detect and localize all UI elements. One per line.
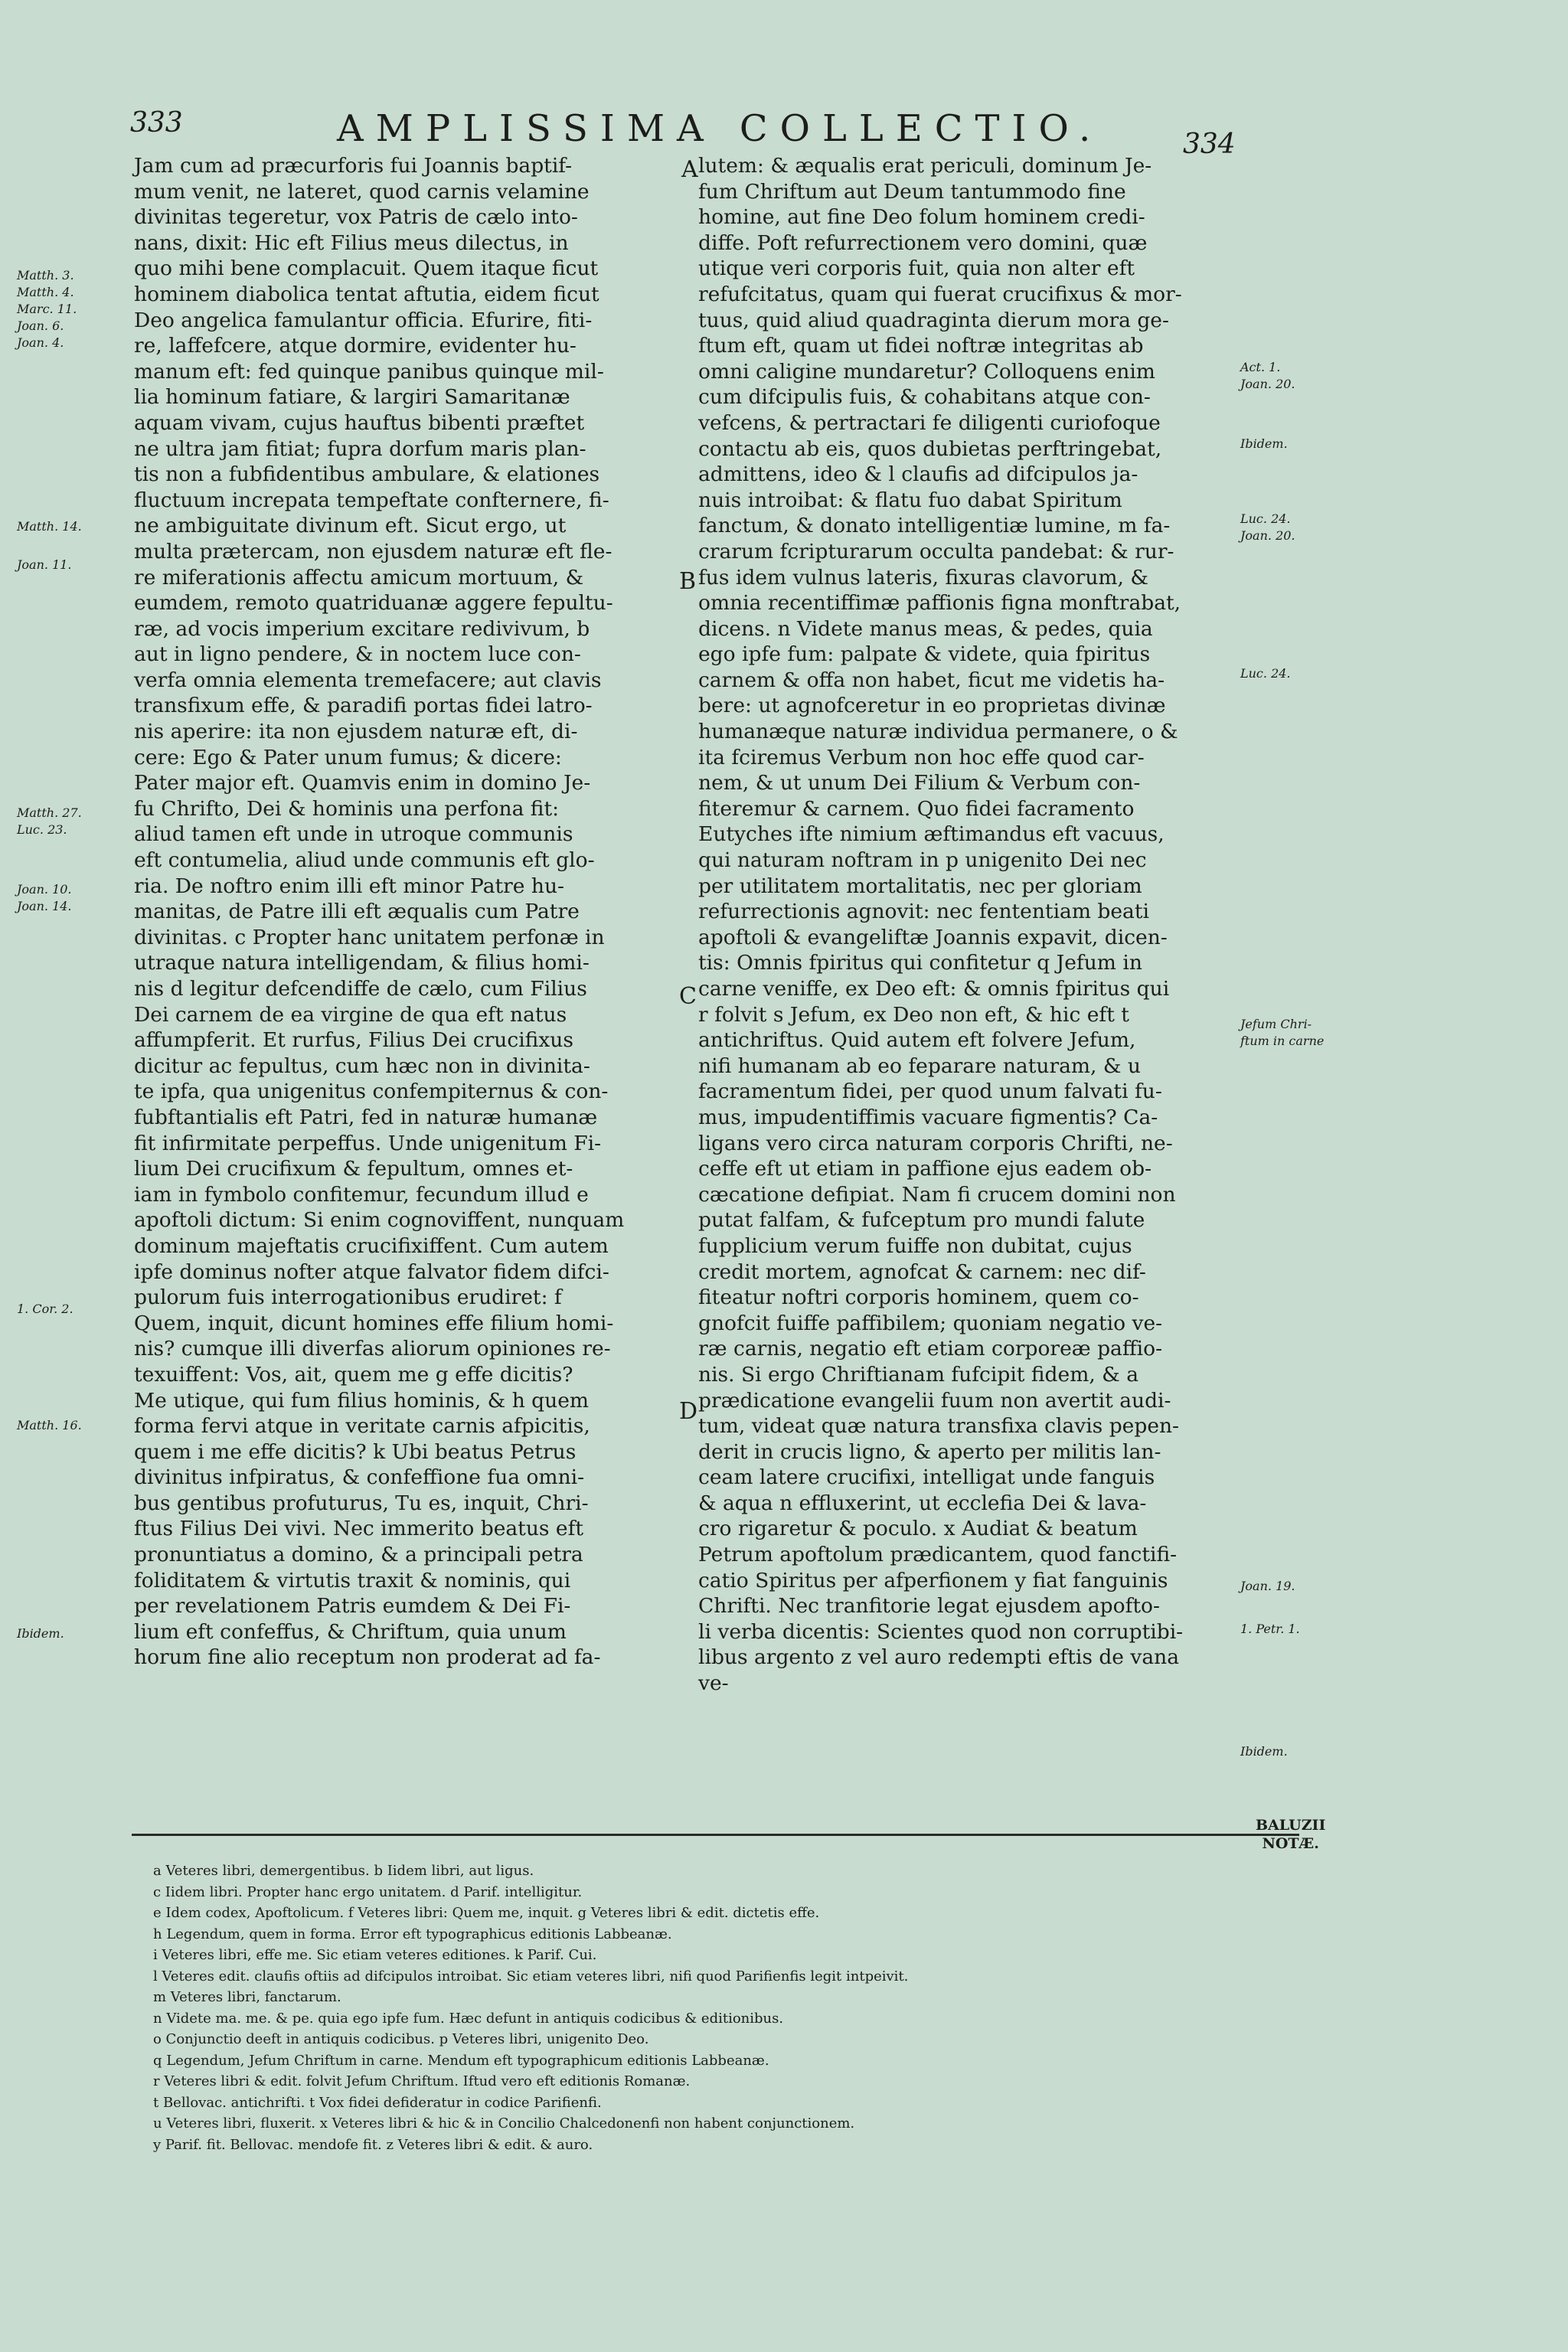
notes-heading-line: BALUZII	[1256, 1817, 1326, 1834]
text-line: ego ipfe fum: palpate & videte, quia fpiritus	[698, 642, 1151, 667]
notes-heading-line: NOTÆ.	[1262, 1835, 1319, 1852]
text-line: Me utique, qui fum filius hominis, & h quem	[134, 1388, 590, 1413]
text-line: cere: Ego & Pater unum fumus; & dicere:	[134, 745, 562, 769]
section-letter-a: A	[681, 156, 698, 183]
text-line: lium Dei crucifixum & fepultum, omnes et-	[134, 1157, 573, 1181]
text-line: aquam vivam, cujus hauftus bibenti præftet	[134, 410, 585, 435]
margin-ref: Joan. 10.	[17, 882, 72, 897]
text-line: ræ carnis, negatio eft etiam corporeæ paffio-	[698, 1337, 1163, 1361]
running-title: AMPLISSIMA COLLECTIO.	[337, 107, 1103, 150]
text-line: homine, aut fine Deo folum hominem credi-	[698, 205, 1145, 230]
text-line: lutem: & æqualis erat periculi, dominum Je-	[698, 154, 1152, 178]
text-line: tis: Omnis fpiritus qui confitetur q Jefum in	[698, 951, 1142, 975]
text-line: eumdem, remoto quatriduanæ aggere fepultu-	[134, 591, 613, 616]
text-line: crarum fcripturarum occulta pandebat: & rur-	[698, 539, 1174, 564]
footnote-line: q Legendum, Jefum Chriftum in carne. Mendum eft typographicum editionis Labbeanæ.	[153, 2052, 769, 2069]
margin-ref: Ibidem.	[1240, 436, 1288, 451]
footnote-line: y Parif. fit. Bellovac. mendofe fit. z Veteres libri & edit. & auro.	[153, 2136, 593, 2153]
text-line: fupplicium verum fuiffe non dubitat, cujus	[698, 1233, 1132, 1258]
text-line: carne veniffe, ex Deo eft: & omnis fpiritus qui	[698, 977, 1170, 1001]
footnote-line: m Veteres libri, fanctarum.	[153, 1989, 341, 2005]
text-line: hominem diabolica tentat aftutia, eidem ficut	[134, 282, 599, 306]
footnote-line: a Veteres libri, demergentibus. b Iidem libri, aut ligus.	[153, 1863, 534, 1879]
text-line: mus, impudentiffimis vacuare figmentis? Ca-	[698, 1105, 1158, 1129]
page-number-right: 334	[1183, 129, 1236, 160]
text-line: ipfe dominus nofter atque falvator fidem difci-	[134, 1259, 609, 1284]
text-line: fubftantialis eft Patri, fed in naturæ humanæ	[134, 1105, 598, 1129]
text-line: te ipfa, qua unigenitus confempiternus & con-	[134, 1080, 609, 1104]
text-line: contactu ab eis, quos dubietas perftringebat,	[698, 436, 1162, 461]
text-line: multa prætercam, non ejusdem naturæ eft fle-	[134, 539, 612, 564]
text-line: lium eft confeffus, & Chriftum, quia unum	[134, 1619, 567, 1644]
text-line: divinitas. c Propter hanc unitatem perfonæ in	[134, 925, 605, 949]
text-line: apoftoli dictum: Si enim cognoviffent, nunquam	[134, 1208, 625, 1233]
text-line: Deo angelica famulantur officia. Efurire, fiti-	[134, 308, 593, 332]
page-number-left: 333	[130, 107, 183, 139]
footnotes	[153, 1860, 908, 2155]
text-line: ftum eft, quam ut fidei noftræ integritas ab	[698, 334, 1144, 358]
text-line: fluctuum increpata tempeftate confternere, fi-	[134, 488, 609, 512]
text-line: per revelationem Patris eumdem & Dei Fi-	[134, 1594, 571, 1619]
text-line: omni caligine mundaretur? Colloquens enim	[698, 359, 1155, 384]
text-line: nis d legitur defcendiffe de cælo, cum Filius	[134, 977, 587, 1001]
text-line: ria. De noftro enim illi eft minor Patre hu-	[134, 874, 564, 898]
margin-ref: Matth. 3.	[17, 268, 74, 283]
text-line: quem i me effe dicitis? k Ubi beatus Petrus	[134, 1439, 577, 1464]
text-line: refufcitatus, quam qui fuerat crucifixus & mor-	[698, 282, 1182, 306]
text-line: aliud tamen eft unde in utroque communis	[134, 822, 573, 847]
text-line: Pater major eft. Quamvis enim in domino Je-	[134, 771, 591, 795]
text-line: fus idem vulnus lateris, fixuras clavorum, &	[698, 565, 1148, 590]
text-line: ftus Filius Dei vivi. Nec immerito beatus eft	[134, 1517, 584, 1541]
text-line: & aqua n effluxerint, ut ecclefia Dei & lava-	[698, 1491, 1147, 1515]
text-line: tis non a fubfidentibus ambulare, & elationes	[134, 462, 600, 487]
margin-ref: Matth. 14.	[17, 519, 82, 534]
margin-ref: Joan. 14.	[17, 899, 72, 913]
text-line: manum eft: fed quinque panibus quinque mil-	[134, 359, 604, 384]
text-line: nem, & ut unum Dei Filium & Verbum con-	[698, 771, 1141, 795]
text-line: cum difcipulis fuis, & cohabitans atque con-	[698, 385, 1151, 410]
text-line: fu Chrifto, Dei & hominis una perfona fit:	[134, 796, 560, 821]
section-letter-d: D	[679, 1398, 698, 1425]
text-line: fit infirmitate perpeffus. Unde unigenitum Fi-	[134, 1131, 602, 1155]
text-line: dominum majeftatis crucifixiffent. Cum autem	[134, 1233, 609, 1258]
text-line: Petrum apoftolum prædicantem, quod fanctifi-	[698, 1543, 1178, 1567]
text-line: utique veri corporis fuit, quia non alter eft	[698, 256, 1135, 281]
margin-ref: Matth. 4.	[17, 285, 74, 299]
margin-ref: Joan. 11.	[17, 557, 72, 572]
text-line: foliditatem & virtutis traxit & nominis, qui	[134, 1568, 571, 1592]
text-line: affumpferit. Et rurfus, Filius Dei crucifixus	[134, 1028, 573, 1053]
footnote-line: u Veteres libri, fluxerit. x Veteres libri & hic & in Concilio Chalcedonenfi non habent conjunctionem.	[153, 2115, 855, 2132]
text-line: omnia recentiffimæ paffionis figna monftrabat,	[698, 591, 1181, 616]
text-line: divinitas tegeretur, vox Patris de cælo into-	[134, 205, 578, 230]
text-line: horum fine alio receptum non proderat ad fa-	[134, 1645, 601, 1670]
footnote-line: o Conjunctio deeft in antiquis codicibus. p Veteres libri, unigenito Deo.	[153, 2031, 649, 2047]
text-line: fum Chriftum aut Deum tantummodo fine	[698, 179, 1126, 204]
text-line: cro rigaretur & poculo. x Audiat & beatum	[698, 1517, 1138, 1541]
text-line: antichriftus. Quid autem eft folvere Jefum,	[698, 1028, 1136, 1053]
text-line: dicens. n Videte manus meas, & pedes, quia	[698, 616, 1153, 641]
margin-ref: Luc. 23.	[17, 822, 67, 837]
right-text-column	[698, 153, 1234, 1697]
margin-ref: Joan. 20.	[1240, 528, 1295, 543]
text-line: tum, videat quæ natura transfixa clavis pepen-	[698, 1414, 1180, 1439]
text-line: per utilitatem mortalitatis, nec per gloriam	[698, 874, 1142, 898]
margin-ref: Joan. 19.	[1240, 1579, 1295, 1593]
text-line: forma fervi atque in veritate carnis afpicitis,	[134, 1414, 590, 1439]
text-line: nis aperire: ita non ejusdem naturæ eft, di-	[134, 720, 578, 744]
text-line: divinitus infpiratus, & confeffione fua omni-	[134, 1465, 585, 1490]
footnote-line: c Iidem libri. Propter hanc ergo unitatem. d Parif. intelligitur.	[153, 1883, 583, 1900]
margin-ref: Luc. 24.	[1240, 666, 1291, 681]
text-line: aut in ligno pendere, & in noctem luce con-	[134, 642, 581, 667]
notes-heading	[1256, 1816, 1325, 1853]
text-line: credit mortem, agnofcat & carnem: nec dif-	[698, 1259, 1146, 1284]
text-line: verfa omnia elementa tremefacere; aut clavis	[134, 668, 602, 692]
text-line: ræ, ad vocis imperium excitare redivivum, b	[134, 616, 590, 641]
text-line: ve-	[698, 1671, 729, 1696]
footnote-line: t Bellovac. antichrifti. t Vox fidei defideratur in codice Parifienfi.	[153, 2094, 602, 2111]
text-line: humanæque naturæ individua permanere, o &	[698, 720, 1178, 744]
text-line: libus argento z vel auro redempti eftis de vana	[698, 1645, 1180, 1670]
text-line: Dei carnem de ea virgine de qua eft natus	[134, 1002, 567, 1027]
text-line: nis. Si ergo Chriftianam fufcipit fidem, & a	[698, 1362, 1138, 1387]
text-line: quo mihi bene complacuit. Quem itaque ficut	[134, 256, 599, 281]
text-line: transfixum effe, & paradifi portas fidei latro-	[134, 694, 593, 718]
margin-ref: Marc. 11.	[17, 302, 77, 316]
footnote-line: e Idem codex, Apoftolicum. f Veteres libri: Quem me, inquit. g Veteres libri & edit. dictetis effe.	[153, 1905, 820, 1921]
text-line: ne ambiguitate divinum eft. Sicut ergo, ut	[134, 514, 567, 538]
text-line: facramentum fidei, per quod unum falvati fu-	[698, 1080, 1162, 1104]
margin-ref: Joan. 6.	[17, 318, 64, 333]
text-line: bus gentibus profuturus, Tu es, inquit, Chri-	[134, 1491, 589, 1515]
text-line: r folvit s Jefum, ex Deo non eft, & hic eft t	[698, 1002, 1129, 1027]
text-line: eft contumelia, aliud unde communis eft glo-	[134, 848, 595, 873]
text-line: ita fciremus Verbum non hoc effe quod car-	[698, 745, 1145, 769]
text-line: prædicatione evangelii fuum non avertit audi-	[698, 1388, 1171, 1413]
text-line: re miferationis affectu amicum mortuum, &	[134, 565, 584, 590]
text-line: apoftoli & evangeliftæ Joannis expavit, dicen-	[698, 925, 1168, 949]
margin-ref: 1. Petr. 1.	[1240, 1622, 1300, 1636]
text-line: fiteatur noftri corporis hominem, quem co-	[698, 1285, 1139, 1310]
margin-ref: ftum in carne	[1240, 1034, 1325, 1048]
text-line: nans, dixit: Hic eft Filius meus dilectus, in	[134, 230, 569, 255]
text-line: tuus, quid aliud quadraginta dierum mora ge-	[698, 308, 1169, 332]
margin-ref: Ibidem.	[17, 1626, 64, 1641]
text-line: bere: ut agnofceretur in eo proprietas divinæ	[698, 694, 1166, 718]
margin-ref: Act. 1.	[1240, 360, 1281, 374]
text-line: dicitur ac fepultus, cum hæc non in divinita-	[134, 1054, 590, 1078]
margin-ref: Ibidem.	[1240, 1744, 1288, 1759]
footnote-line: i Veteres libri, effe me. Sic etiam veteres editiones. k Parif. Cui.	[153, 1947, 597, 1963]
text-line: derit in crucis ligno, & aperto per militis lan-	[698, 1439, 1161, 1464]
text-line: vefcens, & pertractari fe diligenti curiofoque	[698, 410, 1161, 435]
text-line: putat falfam, & fufceptum pro mundi falute	[698, 1208, 1145, 1233]
text-line: ligans vero circa naturam corporis Chrifti, ne-	[698, 1131, 1173, 1155]
text-line: ceffe eft ut etiam in paffione ejus eadem ob-	[698, 1157, 1152, 1181]
text-line: cæcatione defipiat. Nam fi crucem domini non	[698, 1182, 1176, 1207]
text-line: Jam cum ad præcurforis fui Joannis baptif-	[134, 154, 573, 178]
margin-ref: Joan. 20.	[1240, 377, 1295, 391]
margin-ref: Matth. 27.	[17, 805, 82, 820]
text-line: nifi humanam ab eo feparare naturam, & u	[698, 1054, 1141, 1078]
footnote-rule	[132, 1834, 1299, 1836]
text-line: catio Spiritus per afperfionem y fiat fanguinis	[698, 1568, 1168, 1592]
text-line: Quem, inquit, dicunt homines effe filium homi-	[134, 1311, 614, 1335]
section-letter-c: C	[679, 983, 697, 1010]
text-line: nis? cumque illi diverfas aliorum opiniones re-	[134, 1337, 611, 1361]
footnote-line: l Veteres edit. claufis oftiis ad difcipulos introibat. Sic etiam veteres libri, nifi quod Parifienfis legit intpeivit.	[153, 1968, 909, 1984]
text-line: Chrifti. Nec tranfitorie legat ejusdem apofto-	[698, 1594, 1160, 1619]
margin-ref: Luc. 24.	[1240, 511, 1291, 526]
footnote-line: r Veteres libri & edit. folvit Jefum Chriftum. Iftud vero eft editionis Romanæ.	[153, 2073, 691, 2089]
margin-ref: Joan. 4.	[17, 335, 64, 350]
text-line: texuiffent: Vos, ait, quem me g effe dicitis?	[134, 1362, 573, 1387]
text-line: re, laffefcere, atque dormire, evidenter hu-	[134, 334, 577, 358]
section-letter-b: B	[679, 568, 697, 595]
footnote-line: n Videte ma. me. & pe. quia ego ipfe fum. Hæc defunt in antiquis codicibus & editionibus.	[153, 2010, 784, 2027]
text-line: pronuntiatus a domino, & a principali petra	[134, 1543, 583, 1567]
text-line: utraque natura intelligendam, & filius homi-	[134, 951, 590, 975]
margin-ref: Matth. 16.	[17, 1418, 82, 1432]
footnote-line: h Legendum, quem in forma. Error eft typographicus editionis Labbeanæ.	[153, 1926, 672, 1942]
text-line: iam in fymbolo confitemur, fecundum illud e	[134, 1182, 589, 1207]
text-line: refurrectionis agnovit: nec fententiam beati	[698, 900, 1149, 924]
margin-ref: Jefum Chri-	[1240, 1017, 1312, 1031]
text-line: li verba dicentis: Scientes quod non corruptibi-	[698, 1619, 1184, 1644]
margin-ref: 1. Cor. 2.	[17, 1302, 74, 1316]
text-line: fanctum, & donato intelligentiæ lumine, m fa-	[698, 514, 1171, 538]
text-line: ceam latere crucifixi, intelligat unde fanguis	[698, 1465, 1155, 1490]
text-line: ne ultra jam fitiat; fupra dorfum maris plan-	[134, 436, 586, 461]
text-line: pulorum fuis interrogationibus erudiret: f	[134, 1285, 562, 1310]
text-line: admittens, ideo & l claufis ad difcipulos ja-	[698, 462, 1138, 487]
text-line: nuis introibat: & flatu fuo dabat Spiritum	[698, 488, 1122, 512]
text-line: carnem & offa non habet, ficut me videtis ha-	[698, 668, 1165, 692]
text-line: gnofcit fuiffe paffibilem; quoniam negatio ve-	[698, 1311, 1163, 1335]
text-line: manitas, de Patre illi eft æqualis cum Patre	[134, 900, 580, 924]
text-line: Eutyches ifte nimium æftimandus eft vacuus,	[698, 822, 1165, 847]
text-line: qui naturam noftram in p unigenito Dei nec	[698, 848, 1147, 873]
text-line: lia hominum fatiare, & largiri Samaritanæ	[134, 385, 570, 410]
text-line: fiteremur & carnem. Quo fidei facramento	[698, 796, 1135, 821]
text-line: diffe. Poft refurrectionem vero domini, quæ	[698, 230, 1148, 255]
text-line: mum venit, ne lateret, quod carnis velamine	[134, 179, 590, 204]
left-text-column	[134, 153, 679, 1671]
